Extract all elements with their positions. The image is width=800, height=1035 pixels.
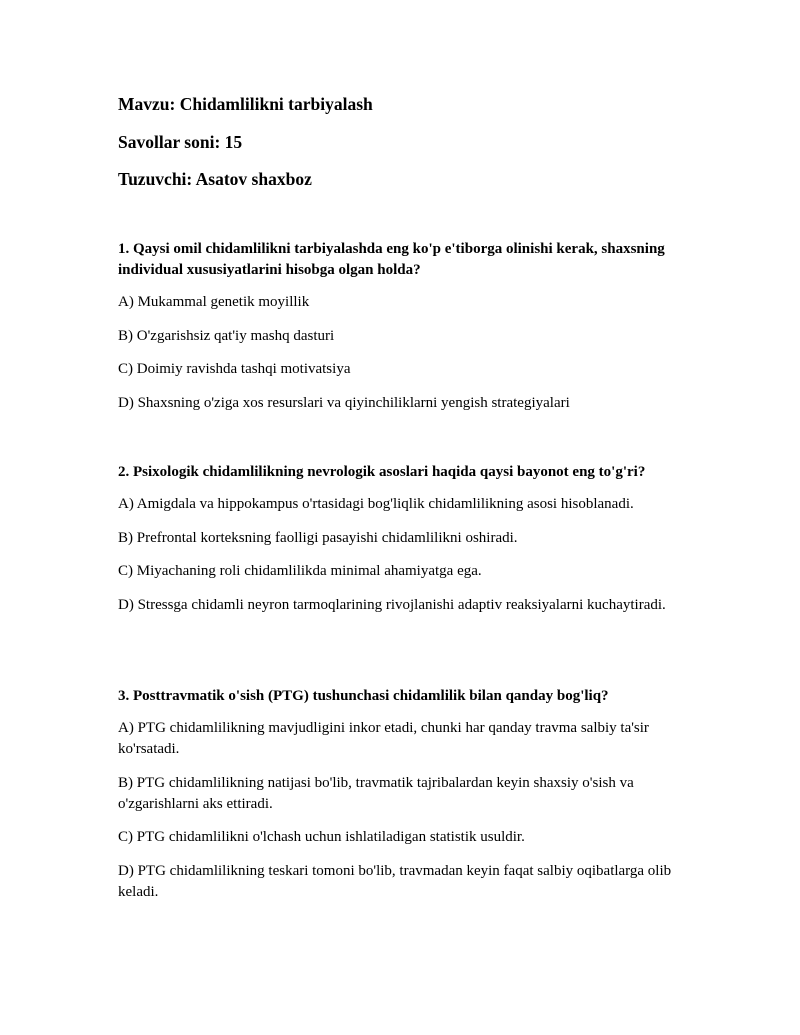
answer-option-c: C) Doimiy ravishda tashqi motivatsiya bbox=[118, 361, 351, 377]
question-text: 2. Psixologik chidamlilikning nevrologik asoslari haqida qaysi bayonot eng to'g'ri? bbox=[118, 464, 646, 480]
answer-option-c: C) Miyachaning roli chidamlilikda minimal ahamiyatga ega. bbox=[118, 563, 482, 579]
answer-option-a: A) Mukammal genetik moyillik bbox=[118, 294, 310, 310]
question-2 bbox=[118, 462, 688, 628]
question-text: 3. Posttravmatik o'sish (PTG) tushunchasi chidamlilik bilan qanday bog'liq? bbox=[118, 688, 609, 704]
question-1 bbox=[118, 239, 688, 426]
topic-title: Mavzu: Chidamlilikni tarbiyalash bbox=[118, 94, 373, 114]
answer-option-a: A) Amigdala va hippokampus o'rtasidagi bog'liqlik chidamlilikning asosi hisoblanadi. bbox=[118, 496, 634, 512]
question-3 bbox=[118, 686, 688, 915]
answer-option-b: B) PTG chidamlilikning natijasi bo'lib, travmatik tajribalardan keyin shaxsiy o'sish va o'zgarishlarni aks ettiradi. bbox=[118, 774, 634, 812]
answer-option-d: D) PTG chidamlilikning teskari tomoni bo'lib, travmadan keyin faqat salbiy oqibatlarga olib keladi. bbox=[118, 862, 672, 900]
answer-option-d: D) Shaxsning o'ziga xos resurslari va qiyinchiliklarni yengish strategiyalari bbox=[118, 394, 570, 411]
author-line: Tuzuvchi: Asatov shaxboz bbox=[118, 169, 312, 189]
answer-option-d: D) Stressga chidamli neyron tarmoqlarining rivojlanishi adaptiv reaksiyalarni kuchaytiradi. bbox=[118, 596, 666, 613]
answer-option-a: A) PTG chidamlilikning mavjudligini inkor etadi, chunki har qanday travma salbiy ta'sir ko'rsatadi. bbox=[118, 720, 649, 757]
document-header bbox=[118, 93, 373, 206]
answer-option-c: C) PTG chidamlilikni o'lchash uchun ishlatiladigan statistik usuldir. bbox=[118, 829, 525, 845]
question-count: Savollar soni: 15 bbox=[118, 131, 243, 152]
question-text: 1. Qaysi omil chidamlilikni tarbiyalashda eng ko'p e'tiborga olinishi kerak, shaxsning individual xususiyatlarini hisobga olgan holda? bbox=[118, 241, 665, 278]
answer-option-b: B) O'zgarishsiz qat'iy mashq dasturi bbox=[118, 327, 335, 344]
answer-option-b: B) Prefrontal korteksning faolligi pasayishi chidamlilikni oshiradi. bbox=[118, 529, 518, 546]
